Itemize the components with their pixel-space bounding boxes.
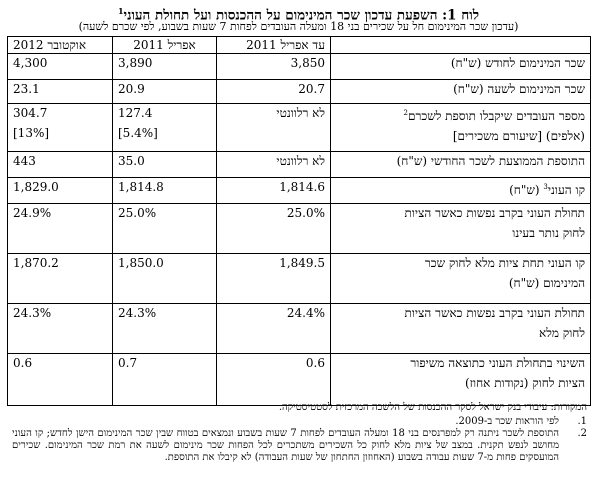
title-footnote-mark: 1 — [117, 6, 124, 16]
table-row — [8, 254, 591, 304]
cell-october-2012: 1,870.2 — [8, 254, 113, 304]
cell-october-2012 — [8, 104, 113, 152]
table-row — [8, 152, 591, 178]
table-header-row — [8, 37, 591, 54]
table-row — [8, 104, 591, 152]
row-label-line2: הציות לחוק (נקודות אחוז) — [464, 376, 585, 390]
cell-april-2011 — [113, 104, 217, 152]
row-label-footnote-mark: 2 — [403, 109, 408, 117]
cell-until-april-2011: 25.0% — [217, 204, 331, 254]
cell-april-2011: 3,890 — [113, 54, 217, 80]
row-label: התוספת הממוצעת לשכר החודשי (ש"ח) — [331, 152, 591, 178]
footnote-number: 2. — [577, 428, 587, 439]
row-label — [331, 104, 591, 152]
cell-april-2011: 20.9 — [113, 80, 217, 104]
header-october-2012 — [8, 37, 113, 54]
minimum-wage-table — [7, 36, 591, 406]
footnote — [12, 428, 587, 464]
row-label-footnote-mark: 3 — [543, 183, 548, 191]
cell-october-2012: 24.3% — [8, 304, 113, 354]
header-label-cell — [331, 37, 591, 54]
table-subtitle: (עדכון שכר המינימום חל על שכירים בני 18 ומעלה העובדים לפחות 7 שעות בשבוע, לפי שכרם לשעה) — [78, 20, 519, 33]
row-label — [331, 354, 591, 406]
cell-october-2012: 443 — [8, 152, 113, 178]
cell-april-2011: 25.0% — [113, 204, 217, 254]
row-label: שכר המינימום לשעה (ש"ח) — [331, 80, 591, 104]
row-label-line1: תחולת העוני בקרב נפשות כאשר הציות — [404, 306, 585, 320]
cell-value: 127.4 — [118, 106, 153, 120]
cell-until-april-2011: לא רלוונטי — [217, 152, 331, 178]
table-row — [8, 204, 591, 254]
header-until-april-2011: עד אפריל 2011 — [217, 37, 331, 54]
cell-april-2011: 1,814.8 — [113, 178, 217, 204]
cell-until-april-2011: 1,814.6 — [217, 178, 331, 204]
sources-note: המקורות: עיבודי בנק ישראל לסקר ההכנסות של הלשכה המרכזית לסטטיסטיקה. — [278, 402, 587, 413]
cell-value-share: [13%] — [13, 126, 50, 140]
row-label — [331, 204, 591, 254]
row-label — [331, 304, 591, 354]
row-label-unit: (ש"ח) — [509, 183, 544, 197]
row-label-line2: המינימום (ש"ח) — [508, 276, 585, 290]
footnote — [12, 416, 587, 428]
cell-april-2011: 24.3% — [113, 304, 217, 354]
table-row — [8, 354, 591, 406]
table-row — [8, 80, 591, 104]
cell-october-2012: 24.9% — [8, 204, 113, 254]
cell-october-2012: 0.6 — [8, 354, 113, 406]
cell-until-april-2011: 20.7 — [217, 80, 331, 104]
cell-value-share: [5.4%] — [118, 126, 158, 140]
cell-october-2012: 4,300 — [8, 54, 113, 80]
header-october-2012-text: אוקטובר 2012 — [13, 38, 87, 52]
row-label — [331, 254, 591, 304]
row-label: שכר המינימום לחודש (ש"ח) — [331, 54, 591, 80]
row-label — [331, 178, 591, 204]
table-row — [8, 54, 591, 80]
cell-april-2011: 35.0 — [113, 152, 217, 178]
row-label-line1: השינוי בתחולת העוני כתוצאה משיפור — [410, 356, 585, 370]
table-title-text: לוח 1: השפעת עדכון שכר המינימום על ההכנסות ועל תחולת העוני — [123, 7, 480, 24]
table-row — [8, 178, 591, 204]
cell-october-2012: 23.1 — [8, 80, 113, 104]
cell-until-april-2011: 1,849.5 — [217, 254, 331, 304]
row-label-line1: קו העוני תחת ציות מלא לחוק שכר — [424, 256, 585, 270]
row-label-line2: לחוק מלא — [539, 326, 585, 340]
cell-value: 304.7 — [13, 106, 48, 120]
footnote-number: 1. — [577, 416, 587, 427]
table-notes — [12, 402, 587, 464]
cell-until-april-2011: 3,850 — [217, 54, 331, 80]
row-label-line2: (אלפים) [שיעורם משכירים] — [452, 129, 585, 143]
header-april-2011-text: אפריל 2011 — [133, 38, 196, 52]
row-label-line1: מספר העובדים שיקבלו תוספת לשכרם — [407, 109, 585, 123]
table-row — [8, 304, 591, 354]
row-label-line1: תחולת העוני בקרב נפשות כאשר הציות — [404, 206, 585, 220]
cell-april-2011: 1,850.0 — [113, 254, 217, 304]
footnote-text: לפי הוראות שכר ב-2009. — [455, 416, 559, 427]
cell-until-april-2011: לא רלוונטי — [217, 104, 331, 152]
row-label-line2: לחוק נותר בעינו — [512, 226, 585, 240]
cell-april-2011: 0.7 — [113, 354, 217, 406]
footnote-text: התוספת לשכר ניתנה רק למפרנסים בני 18 ומעלה העובדים לפחות 7 שעות בשבוע ונמצאים בטווח שבין שכר המינימום הישן לחדש; קו העוני מחושב לנפש תקנית. במצב של ציות מלא לחוק כל השכירים משתכרים לכל הפחות שכר מינימום לשעה את רמת שכר המינימום. שכירים המועסקים פחות מ-7 שעות עבודה בשבוע (האחוזון החתחון של שעות העבודה) לא קיבלו את התוספת. — [12, 428, 559, 463]
cell-until-april-2011: 24.4% — [217, 304, 331, 354]
row-label-text: קו העוני — [547, 183, 585, 197]
cell-october-2012: 1,829.0 — [8, 178, 113, 204]
cell-until-april-2011: 0.6 — [217, 354, 331, 406]
header-april-2011 — [113, 37, 217, 54]
